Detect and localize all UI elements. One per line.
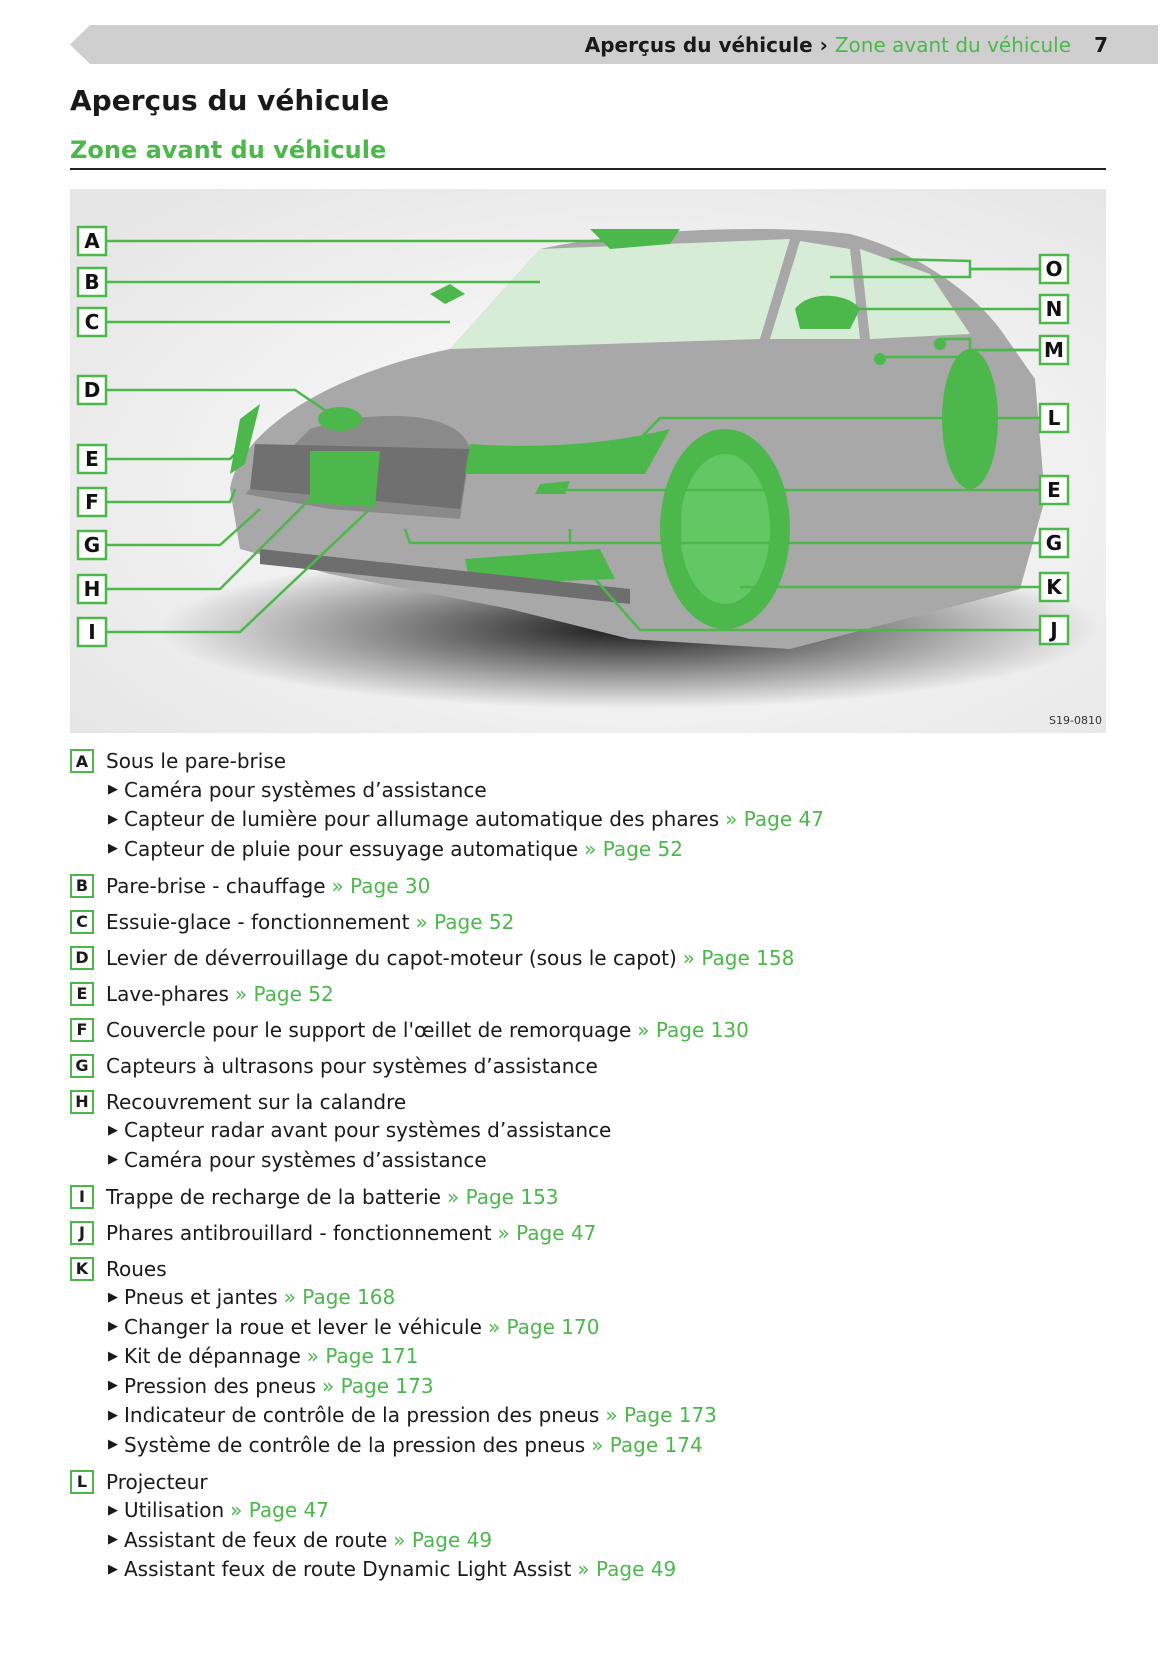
legend-entry-l bbox=[70, 1468, 1070, 1585]
bullet-triangle-icon: ▶ bbox=[108, 841, 118, 857]
legend-entry-head bbox=[70, 1468, 1070, 1496]
bullet-triangle-icon: ▶ bbox=[108, 1561, 118, 1577]
legend-sub-item bbox=[108, 1430, 1070, 1460]
page-reference-link[interactable]: » Page 47 bbox=[497, 1220, 597, 1245]
svg-text:E: E bbox=[85, 447, 99, 471]
legend-entry-head bbox=[70, 1183, 1070, 1211]
legend-sub-text: Indicateur de contrôle de la pression des pneus bbox=[124, 1403, 600, 1428]
page-reference-link[interactable]: » Page 47 bbox=[230, 1498, 329, 1523]
svg-text:H: H bbox=[83, 577, 101, 601]
legend-label: Essuie-glace - fonctionnement bbox=[106, 909, 410, 934]
legend-entry-head bbox=[70, 980, 1070, 1008]
legend-entry-head bbox=[70, 1088, 1070, 1116]
figure-label-I bbox=[78, 618, 106, 646]
page-reference-link[interactable]: » Page 52 bbox=[234, 981, 334, 1006]
legend-letter-box: L bbox=[70, 1470, 94, 1494]
svg-text:F: F bbox=[85, 490, 99, 514]
legend-sub-item bbox=[108, 1525, 1070, 1555]
svg-text:E: E bbox=[1047, 478, 1061, 502]
figure-label-D bbox=[78, 376, 106, 404]
page-reference-link[interactable]: » Page 47 bbox=[725, 807, 824, 832]
running-header bbox=[585, 33, 1071, 57]
page-reference-link[interactable]: » Page 52 bbox=[584, 836, 683, 861]
legend-entry-j bbox=[70, 1219, 1070, 1247]
svg-text:G: G bbox=[1045, 531, 1063, 555]
bullet-triangle-icon: ▶ bbox=[108, 1122, 118, 1138]
legend-label: Roues bbox=[106, 1256, 167, 1281]
legend-label: Pare-brise - chauffage bbox=[106, 873, 326, 898]
legend-sub-text: Capteur de pluie pour essuyage automatique bbox=[124, 836, 579, 861]
legend-letter-box: C bbox=[70, 910, 94, 934]
bullet-triangle-icon: ▶ bbox=[108, 782, 118, 798]
figure-label-A bbox=[78, 227, 106, 255]
bullet-triangle-icon: ▶ bbox=[108, 1437, 118, 1453]
car-illustration bbox=[70, 189, 1106, 733]
bullet-triangle-icon: ▶ bbox=[108, 1407, 118, 1423]
page-reference-link[interactable]: » Page 52 bbox=[415, 909, 515, 934]
legend-sub-item bbox=[108, 1401, 1070, 1431]
legend-sub-text: Caméra pour systèmes d’assistance bbox=[124, 1147, 487, 1172]
figure-label-N bbox=[1040, 295, 1068, 323]
legend-entry-d bbox=[70, 944, 1070, 972]
header-separator: › bbox=[819, 33, 828, 57]
bullet-triangle-icon: ▶ bbox=[108, 1319, 118, 1335]
legend-sub-item bbox=[108, 805, 1070, 835]
figure-label-E-right bbox=[1040, 476, 1068, 504]
legend-entry-head bbox=[70, 1219, 1070, 1247]
legend-label: Sous le pare-brise bbox=[106, 749, 287, 773]
legend-entry-c bbox=[70, 908, 1070, 936]
legend-label: Couvercle pour le support de l'œillet de remorquage bbox=[106, 1017, 632, 1042]
section-title: Zone avant du véhicule bbox=[70, 136, 387, 164]
page-reference-link[interactable]: » Page 170 bbox=[487, 1314, 600, 1339]
legend-sub-text: Pneus et jantes bbox=[124, 1285, 278, 1310]
page-reference-link[interactable]: » Page 171 bbox=[306, 1344, 419, 1369]
page-reference-link[interactable]: » Page 153 bbox=[446, 1184, 559, 1209]
car-front-figure bbox=[70, 189, 1106, 733]
figure-label-E-left bbox=[78, 445, 106, 473]
legend-sub-text: Assistant feux de route Dynamic Light Assist bbox=[124, 1557, 572, 1582]
figure-label-K bbox=[1040, 573, 1068, 601]
legend-entry-b bbox=[70, 872, 1070, 900]
figure-label-F bbox=[78, 488, 106, 516]
page-title: Aperçus du véhicule bbox=[70, 84, 390, 117]
legend-entry-h bbox=[70, 1088, 1070, 1175]
legend-sub-item bbox=[108, 1116, 1070, 1146]
legend-label: Levier de déverrouillage du capot-moteur (sous le capot) bbox=[106, 945, 677, 970]
bullet-triangle-icon: ▶ bbox=[108, 811, 118, 827]
legend-sub-text: Capteur de lumière pour allumage automatique des phares bbox=[124, 807, 720, 832]
legend-entry-head bbox=[70, 1052, 1070, 1080]
svg-text:J: J bbox=[1050, 618, 1058, 642]
page-number: 7 bbox=[1094, 33, 1108, 57]
bullet-triangle-icon: ▶ bbox=[108, 1378, 118, 1394]
bullet-triangle-icon: ▶ bbox=[108, 1532, 118, 1548]
legend-sub-item bbox=[108, 1283, 1070, 1313]
legend-letter-box: B bbox=[70, 874, 94, 898]
legend-sub-item bbox=[108, 1555, 1070, 1585]
legend-entry-head bbox=[70, 747, 1070, 775]
figure-label-M bbox=[1040, 336, 1068, 364]
figure-code: S19-0810 bbox=[1049, 714, 1102, 727]
page-reference-link[interactable]: » Page 173 bbox=[322, 1373, 434, 1398]
legend-entry-i bbox=[70, 1183, 1070, 1211]
header-section: Zone avant du véhicule bbox=[834, 33, 1071, 57]
legend-letter-box: F bbox=[70, 1018, 94, 1042]
legend-letter-box: G bbox=[70, 1054, 94, 1078]
legend-entry-e bbox=[70, 980, 1070, 1008]
legend-sub-text: Système de contrôle de la pression des pneus bbox=[124, 1432, 586, 1457]
figure-label-G-left bbox=[78, 531, 106, 559]
legend-sub-text: Caméra pour systèmes d’assistance bbox=[124, 777, 487, 802]
svg-text:D: D bbox=[83, 378, 101, 402]
page-reference-link[interactable]: » Page 30 bbox=[331, 873, 431, 898]
legend-label: Capteurs à ultrasons pour systèmes d’assistance bbox=[106, 1053, 598, 1078]
legend-label: Lave-phares bbox=[106, 981, 229, 1006]
legend-label: Recouvrement sur la calandre bbox=[106, 1089, 407, 1114]
page-reference-link[interactable]: » Page 49 bbox=[393, 1527, 493, 1552]
title-divider bbox=[70, 168, 1106, 170]
legend-entry-g bbox=[70, 1052, 1070, 1080]
legend-letter-box: A bbox=[70, 749, 94, 773]
bullet-triangle-icon: ▶ bbox=[108, 1289, 118, 1305]
legend-sub-text: Assistant de feux de route bbox=[124, 1527, 388, 1552]
legend-label: Projecteur bbox=[106, 1469, 208, 1494]
figure-label-B bbox=[78, 268, 106, 296]
legend-sub-text: Capteur radar avant pour systèmes d’assistance bbox=[124, 1118, 612, 1143]
legend-sub-text: Kit de dépannage bbox=[124, 1344, 301, 1369]
legend-letter-box: I bbox=[70, 1185, 94, 1209]
legend-entry-head bbox=[70, 944, 1070, 972]
figure-label-J bbox=[1040, 616, 1068, 644]
svg-text:I: I bbox=[88, 620, 96, 644]
legend-sub-item bbox=[108, 775, 1070, 805]
legend-entry-head bbox=[70, 872, 1070, 900]
svg-text:A: A bbox=[84, 229, 100, 253]
legend-sub-item bbox=[108, 1342, 1070, 1372]
legend-sub-text: Pression des pneus bbox=[124, 1373, 317, 1398]
figure-label-L bbox=[1040, 404, 1068, 432]
figure-label-O bbox=[1040, 255, 1068, 283]
page-reference-link[interactable]: » Page 168 bbox=[283, 1285, 396, 1310]
legend-entry-head bbox=[70, 1016, 1070, 1044]
page-reference-link[interactable]: » Page 130 bbox=[637, 1017, 749, 1042]
page-reference-link[interactable]: » Page 174 bbox=[591, 1432, 703, 1457]
figure-label-C bbox=[78, 308, 106, 336]
legend-entry-f bbox=[70, 1016, 1070, 1044]
legend-sub-item bbox=[108, 1312, 1070, 1342]
legend-label: Trappe de recharge de la batterie bbox=[106, 1184, 441, 1209]
svg-text:N: N bbox=[1045, 297, 1063, 321]
header-chapter: Aperçus du véhicule bbox=[584, 33, 813, 57]
svg-text:C: C bbox=[84, 310, 100, 334]
legend-sub-item bbox=[108, 1371, 1070, 1401]
legend-list bbox=[70, 747, 1070, 1592]
legend-sub-item bbox=[108, 1145, 1070, 1175]
legend-sub-item bbox=[108, 1496, 1070, 1526]
svg-text:K: K bbox=[1046, 575, 1062, 599]
legend-entry-k bbox=[70, 1255, 1070, 1460]
page-reference-link[interactable]: » Page 173 bbox=[605, 1403, 717, 1428]
svg-text:G: G bbox=[83, 533, 101, 557]
figure-label-G-right bbox=[1040, 529, 1068, 557]
legend-sub-item bbox=[108, 834, 1070, 864]
legend-letter-box: H bbox=[70, 1090, 94, 1114]
legend-sub-text: Utilisation bbox=[124, 1498, 225, 1523]
legend-letter-box: D bbox=[70, 946, 94, 970]
bullet-triangle-icon: ▶ bbox=[108, 1502, 118, 1518]
bullet-triangle-icon: ▶ bbox=[108, 1152, 118, 1168]
bullet-triangle-icon: ▶ bbox=[108, 1348, 118, 1364]
svg-text:L: L bbox=[1047, 406, 1061, 430]
legend-entry-head bbox=[70, 908, 1070, 936]
page-reference-link[interactable]: » Page 158 bbox=[682, 945, 795, 970]
svg-text:M: M bbox=[1044, 338, 1064, 362]
svg-text:O: O bbox=[1045, 257, 1063, 281]
legend-letter-box: K bbox=[70, 1257, 94, 1281]
page-reference-link[interactable]: » Page 49 bbox=[577, 1557, 677, 1582]
legend-sub-text: Changer la roue et lever le véhicule bbox=[124, 1314, 482, 1339]
legend-label: Phares antibrouillard - fonctionnement bbox=[106, 1220, 492, 1245]
legend-entry-a bbox=[70, 747, 1070, 864]
legend-letter-box: E bbox=[70, 982, 94, 1006]
figure-label-H bbox=[78, 575, 106, 603]
legend-letter-box: J bbox=[70, 1221, 94, 1245]
legend-entry-head bbox=[70, 1255, 1070, 1283]
svg-text:B: B bbox=[84, 270, 100, 294]
